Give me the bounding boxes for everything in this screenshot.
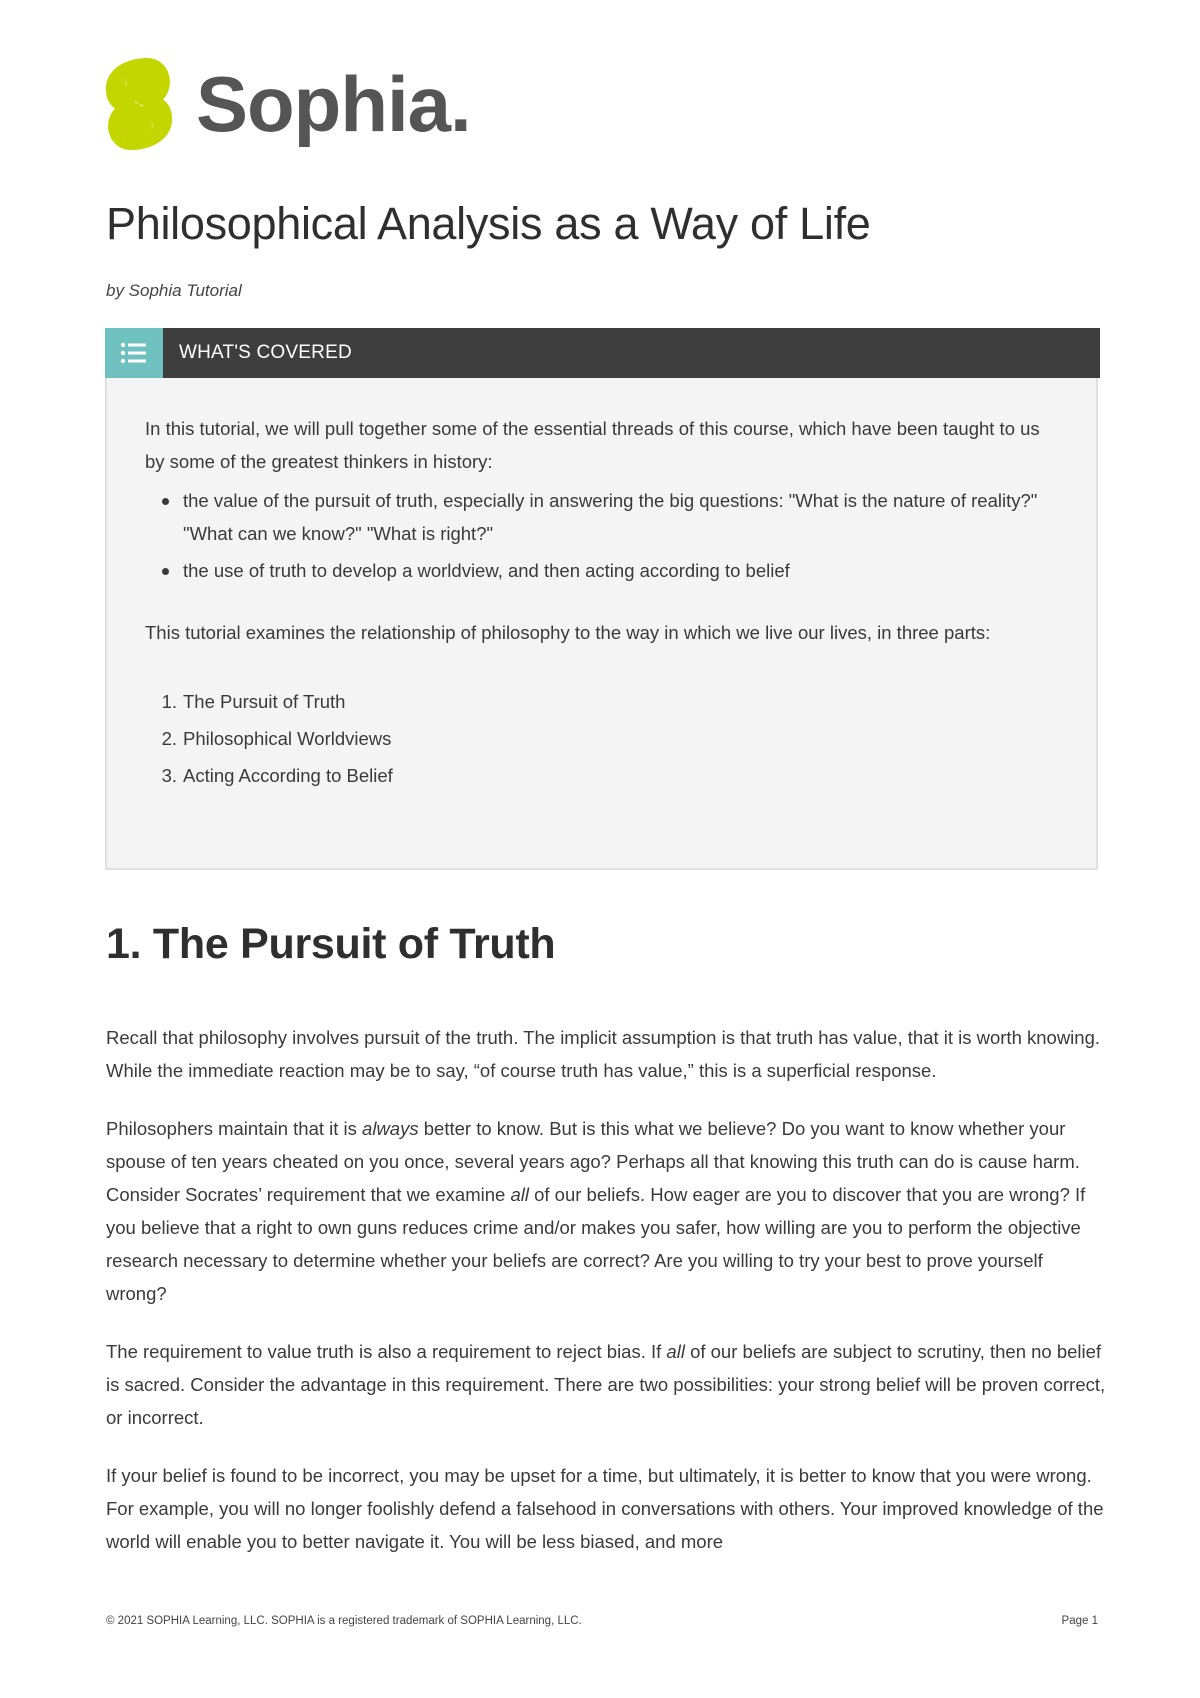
paragraph: If your belief is found to be incorrect, you may be upset for a time, but ultimately, it is better to know that you were wrong. For example, you will no longer foolishly defend a falsehood in conversations with others. Your improved knowledge of the world will enable you to better navigate it. You will be less biased, and more xyxy=(106,1465,1104,1552)
footer-copyright: © 2021 SOPHIA Learning, LLC. SOPHIA is a registered trademark of SOPHIA Learning, LLC. xyxy=(106,1615,582,1627)
list-item xyxy=(145,757,1045,794)
list-item xyxy=(145,683,1045,720)
emphasis: always xyxy=(362,1118,419,1139)
whats-covered-title: WHAT'S COVERED xyxy=(179,342,352,363)
byline: by Sophia Tutorial xyxy=(106,281,242,300)
covered-parts-list xyxy=(145,683,1045,794)
list-item: the use of truth to develop a worldview, and then acting according to belief xyxy=(145,554,1045,587)
list-label: The Pursuit of Truth xyxy=(183,691,346,712)
paragraph: The requirement to value truth is also a requirement to reject bias. If all of our beliefs are subject to scrutiny, then no belief is sacred. Consider the advantage in this requirement. There are two possibilities: your strong belief will be proven correct, or incorrect. xyxy=(106,1341,1106,1428)
list-number: 3. xyxy=(161,765,177,786)
list-icon xyxy=(105,328,163,378)
section-body xyxy=(106,1021,1106,1583)
whats-covered-body xyxy=(145,412,1045,794)
list-label: Philosophical Worldviews xyxy=(183,728,392,749)
emphasis: all xyxy=(510,1184,529,1205)
whats-covered-box xyxy=(105,328,1098,870)
page-title: Philosophical Analysis as a Way of Life xyxy=(106,198,871,249)
list-item: the value of the pursuit of truth, especially in answering the big questions: "What is the nature of reality?" "What can we know?" "What is right?" xyxy=(145,484,1045,550)
sophia-logo xyxy=(104,56,471,152)
covered-intro: In this tutorial, we will pull together some of the essential threads of this course, which have been taught to us by some of the greatest thinkers in history: xyxy=(145,418,1040,472)
logo-wordmark: Sophia. xyxy=(196,60,471,148)
paragraph: Recall that philosophy involves pursuit of the truth. The implicit assumption is that truth has value, that it is worth knowing. While the immediate reaction may be to say, “of course truth has value,” this is a superficial response. xyxy=(106,1027,1101,1081)
covered-parts-intro: This tutorial examines the relationship of philosophy to the way in which we live our lives, in three parts: xyxy=(145,622,991,643)
list-number: 1. xyxy=(161,691,177,712)
list-label: Acting According to Belief xyxy=(183,765,393,786)
list-item xyxy=(145,720,1045,757)
sophia-logo-mark-icon xyxy=(104,56,174,152)
emphasis: all xyxy=(666,1341,685,1362)
covered-bullet-list xyxy=(145,484,1045,587)
section-heading: 1. The Pursuit of Truth xyxy=(106,920,556,968)
footer-page-number: Page 1 xyxy=(1061,1615,1098,1627)
list-number: 2. xyxy=(161,728,177,749)
paragraph: Philosophers maintain that it is always better to know. But is this what we believe? Do you want to know whether your spouse of ten years cheated on you once, several years ago? Perhaps all that knowing this truth can do is cause harm. Consider Socrates’ requirement that we examine all of our beliefs. How eager are you to discover that you are wrong? If you believe that a right to own guns reduces crime and/or makes you safer, how willing are you to perform the objective research necessary to determine whether your beliefs are correct? Are you willing to try your best to prove yourself wrong? xyxy=(106,1118,1086,1304)
whats-covered-header xyxy=(105,328,1100,378)
